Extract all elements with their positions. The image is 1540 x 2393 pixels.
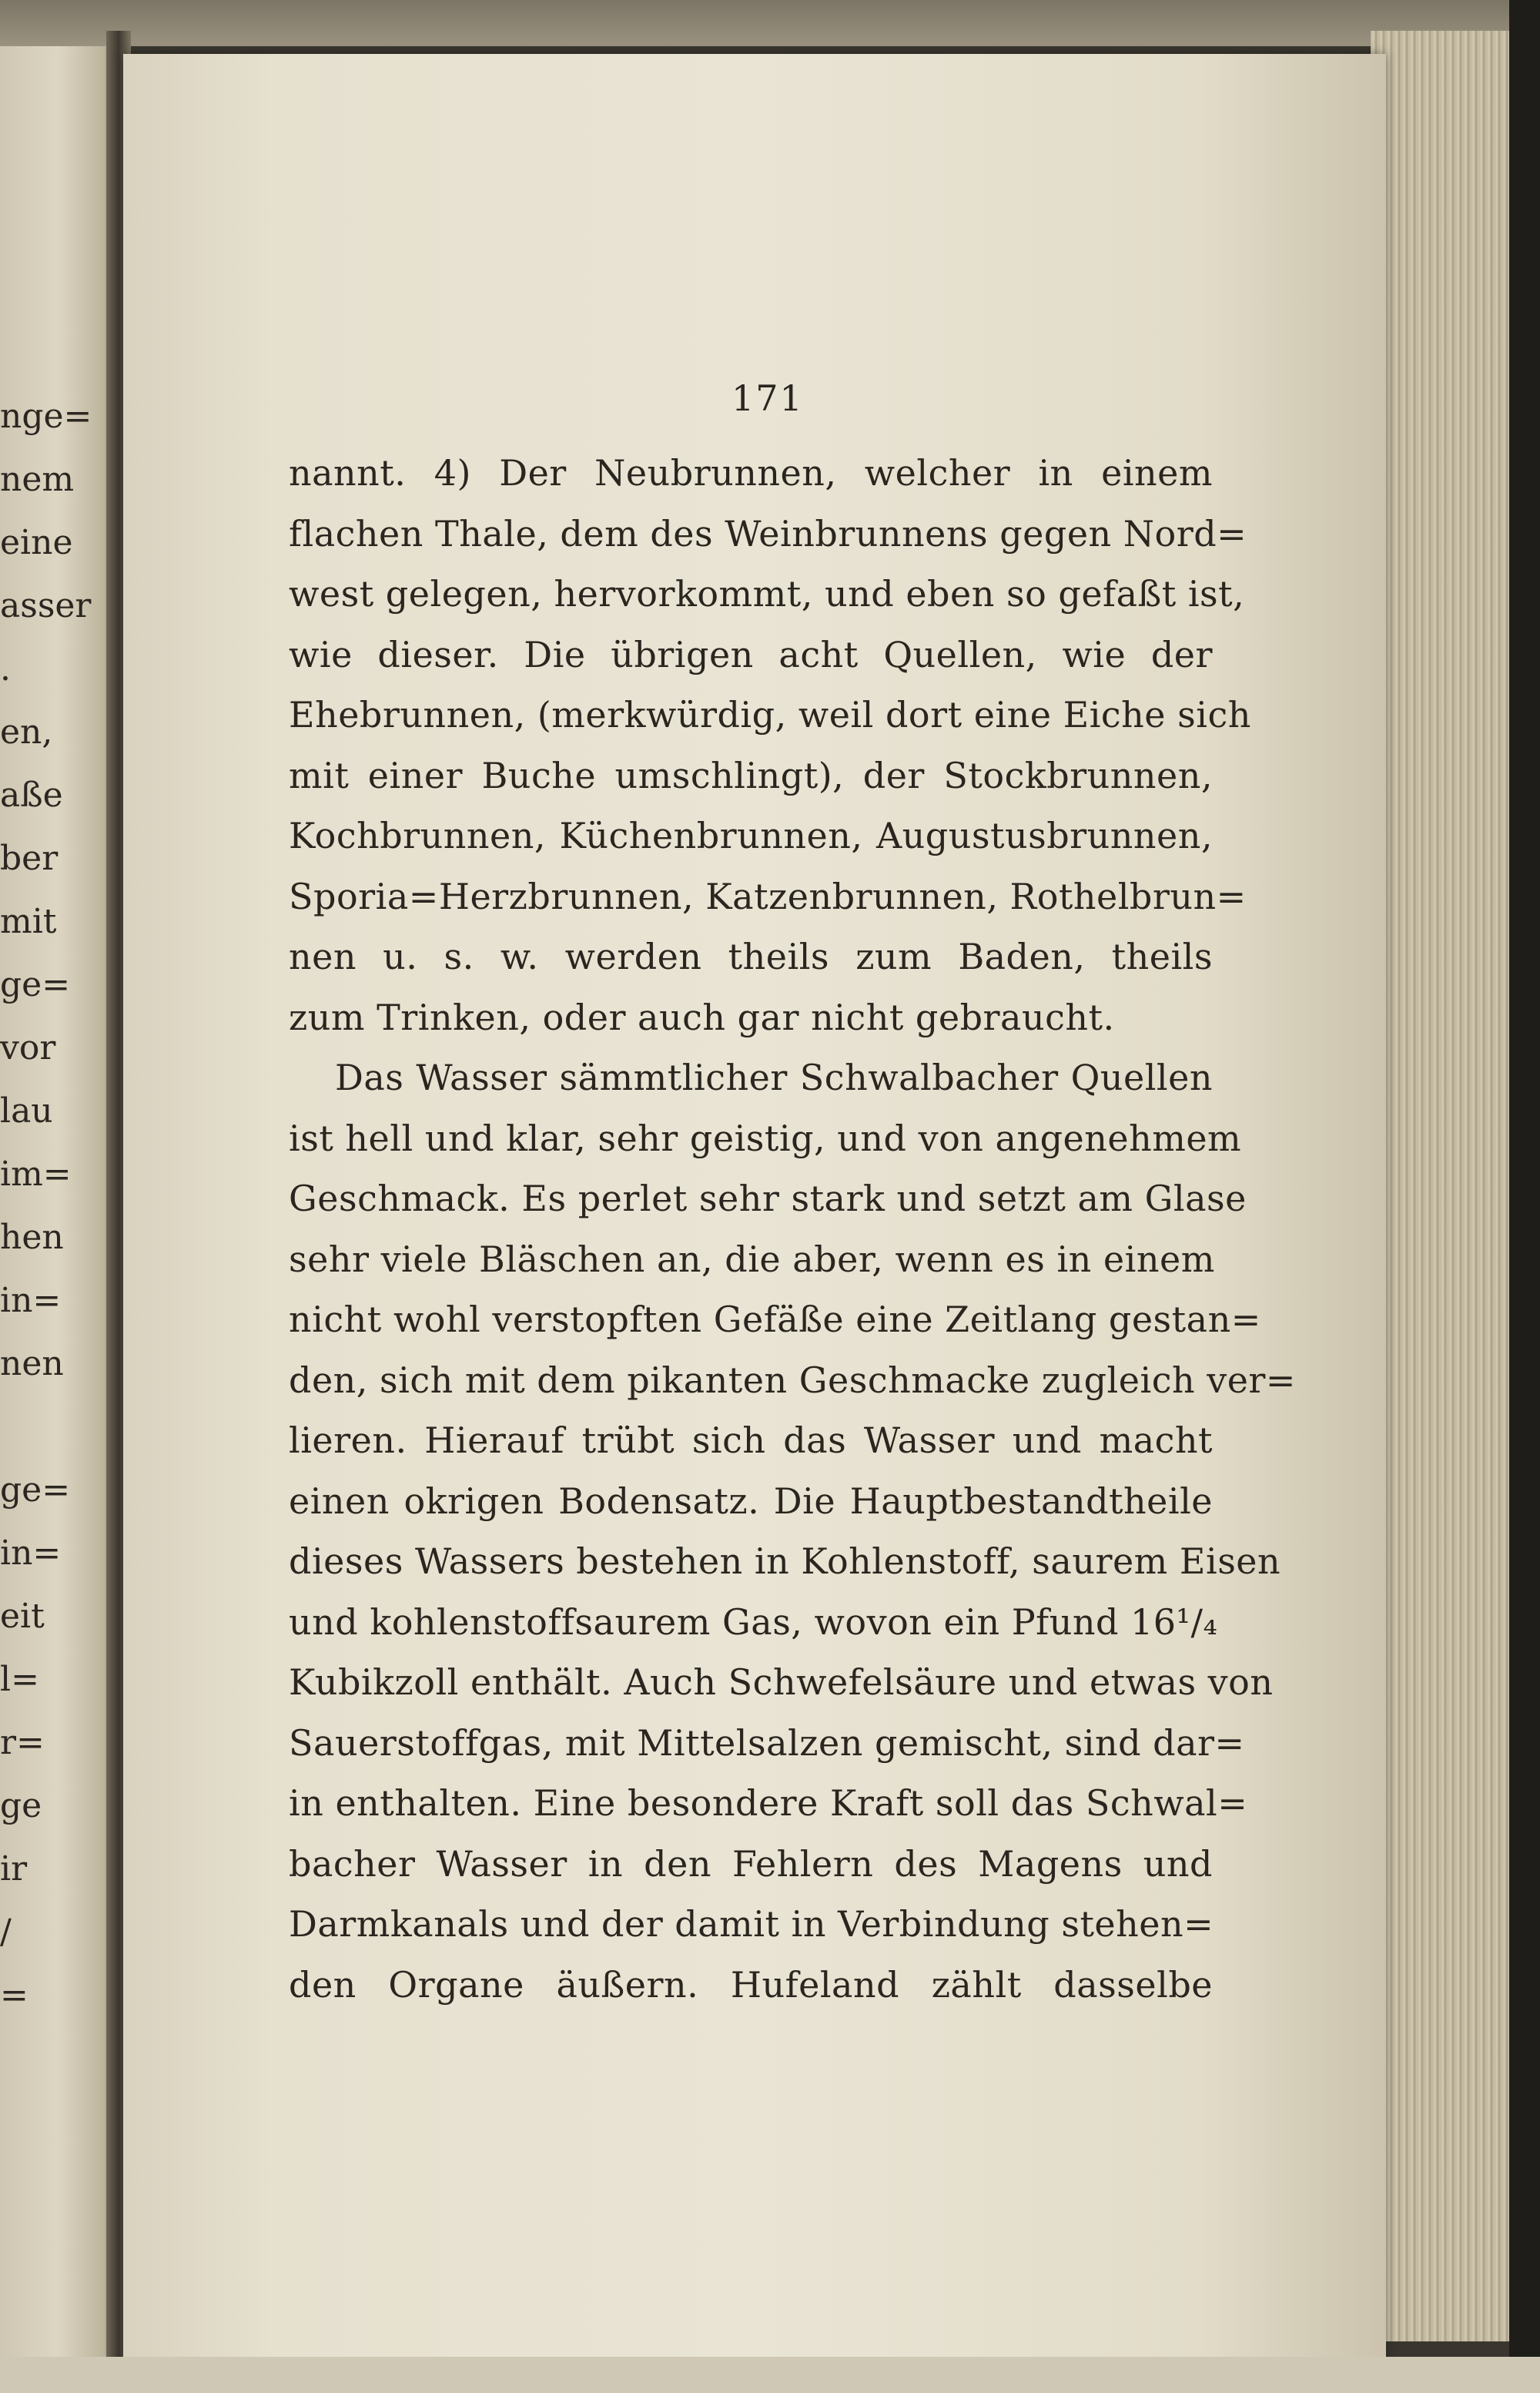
- page-edges: [1371, 31, 1517, 2341]
- left-fragment: ge: [0, 1786, 42, 1825]
- text-line: west gelegen, hervorkommt, und eben so gefaßt ist,: [289, 573, 1245, 615]
- left-fragment: nen: [0, 1344, 64, 1383]
- page-number: 171: [732, 377, 804, 419]
- left-fragment: eit: [0, 1597, 45, 1636]
- text-line: lieren. Hierauf trübt sich das Wasser und macht: [289, 1419, 1213, 1461]
- left-fragment: vor: [0, 1028, 56, 1067]
- text-line: nen u. s. w. werden theils zum Baden, theils: [289, 936, 1213, 977]
- left-fragment: [0, 1396, 116, 1459]
- text-line: Das Wasser sämmtlicher Schwalbacher Quellen: [335, 1057, 1213, 1098]
- text-line: Kubikzoll enthält. Auch Schwefelsäure und etwas von: [289, 1661, 1274, 1703]
- left-fragment: l=: [0, 1660, 39, 1699]
- text-line: mit einer Buche umschlingt), der Stockbrunnen,: [289, 754, 1213, 796]
- left-fragment: lau: [0, 1091, 53, 1131]
- left-fragment: eine: [0, 523, 73, 562]
- left-fragment: ir: [0, 1849, 28, 1889]
- left-fragment: asser: [0, 586, 92, 625]
- text-line: in enthalten. Eine besondere Kraft soll das Schwal=: [289, 1782, 1248, 1824]
- left-fragment: nem: [0, 460, 75, 499]
- text-line: Geschmack. Es perlet sehr stark und setzt am Glase: [289, 1178, 1247, 1219]
- background-shadow: [1509, 0, 1540, 2393]
- text-line: dieses Wassers bestehen in Kohlenstoff, saurem Eisen: [289, 1540, 1281, 1582]
- left-fragment: nge=: [0, 397, 92, 436]
- right-page: [123, 54, 1386, 2365]
- text-line: nannt. 4) Der Neubrunnen, welcher in einem: [289, 452, 1213, 494]
- left-fragment: in=: [0, 1281, 62, 1320]
- left-fragment: hen: [0, 1218, 64, 1257]
- text-line: und kohlenstoffsaurem Gas, wovon ein Pfund 16¹/₄: [289, 1600, 1218, 1643]
- text-line: den Organe äußern. Hufeland zählt dasselbe: [289, 1963, 1213, 2006]
- left-fragment: im=: [0, 1155, 72, 1194]
- bottom-background: [0, 2357, 1540, 2393]
- text-line: ist hell und klar, sehr geistig, und von angenehmem: [289, 1117, 1242, 1159]
- text-line: flachen Thale, dem des Weinbrunnens gegen Nord=: [289, 512, 1247, 555]
- left-fragment: r=: [0, 1723, 45, 1762]
- left-fragment: en,: [0, 712, 53, 752]
- text-line: Sporia=Herzbrunnen, Katzenbrunnen, Rothelbrun=: [289, 875, 1247, 917]
- text-line: Ehebrunnen, (merkwürdig, weil dort eine Eiche sich: [289, 694, 1251, 736]
- left-fragment: /: [0, 1912, 12, 1952]
- left-fragment: =: [0, 1976, 28, 2015]
- text-line: einen okrigen Bodensatz. Die Hauptbestandtheile: [289, 1480, 1213, 1522]
- left-page: [0, 46, 116, 2393]
- text-line: bacher Wasser in den Fehlern des Magens und: [289, 1842, 1213, 1885]
- left-fragment: .: [0, 649, 11, 689]
- left-fragment: ber: [0, 839, 59, 878]
- page-body: [289, 443, 1296, 2015]
- text-line: zum Trinken, oder auch gar nicht gebraucht.: [289, 996, 1115, 1038]
- text-line: nicht wohl verstopften Gefäße eine Zeitlang gestan=: [289, 1299, 1261, 1340]
- left-fragment: aße: [0, 776, 63, 815]
- top-background: [0, 0, 1540, 46]
- text-line: sehr viele Bläschen an, die aber, wenn es in einem: [289, 1238, 1215, 1280]
- left-page-text: [0, 385, 116, 2027]
- text-line: Darmkanals und der damit in Verbindung stehen=: [289, 1903, 1214, 1945]
- text-line: wie dieser. Die übrigen acht Quellen, wie der: [289, 633, 1213, 675]
- left-fragment: ge=: [0, 1470, 71, 1510]
- text-line: den, sich mit dem pikanten Geschmacke zugleich ver=: [289, 1359, 1296, 1401]
- left-fragment: mit: [0, 902, 57, 941]
- text-line: Sauerstoffgas, mit Mittelsalzen gemischt, sind dar=: [289, 1721, 1245, 1764]
- text-line: Kochbrunnen, Küchenbrunnen, Augustusbrunnen,: [289, 815, 1213, 856]
- left-fragment: ge=: [0, 965, 71, 1004]
- left-fragment: in=: [0, 1533, 62, 1573]
